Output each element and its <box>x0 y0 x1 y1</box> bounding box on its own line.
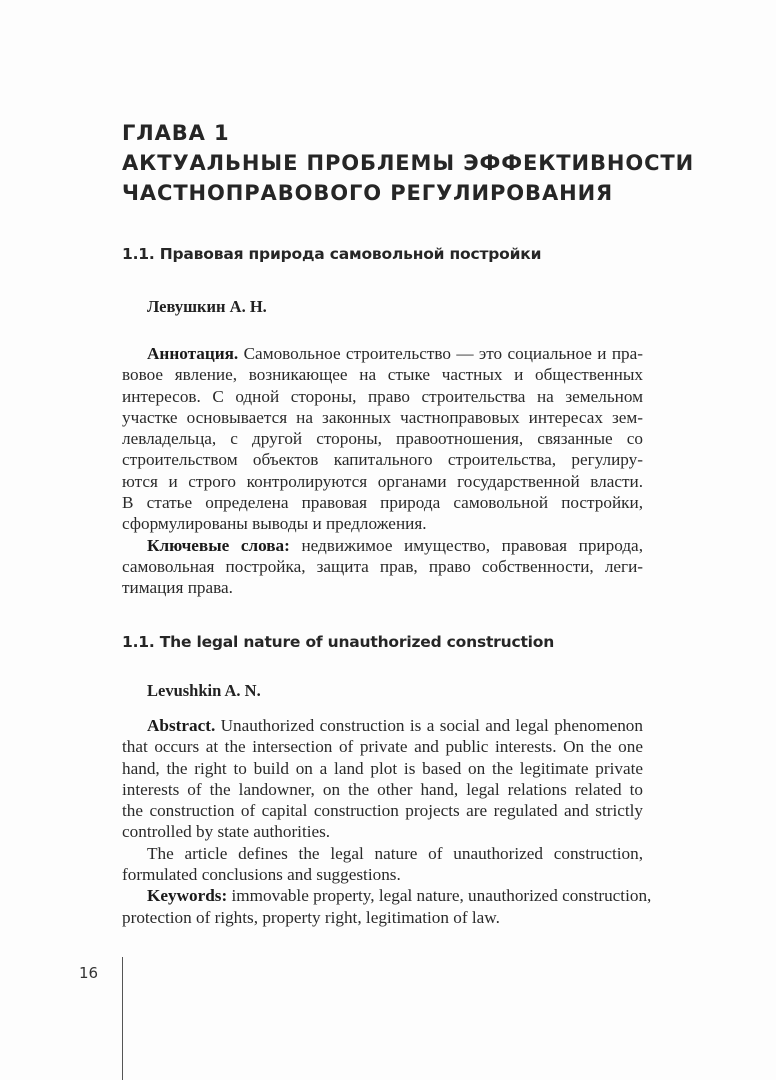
abstract-en <box>122 715 652 928</box>
chapter-title-line-2: ЧАСТНОПРАВОВОГО РЕГУЛИРОВАНИЯ <box>122 181 614 205</box>
abstract-label-en: Abstract. <box>147 716 216 735</box>
section-title-ru: 1.1. Правовая природа самовольной постройки <box>122 245 542 263</box>
keywords-en-line: Keywords: immovable property, legal nature, unauthorized construction, <box>147 886 652 906</box>
author-ru: Левушкин А. Н. <box>147 297 267 316</box>
abstract-ru-line: Аннотация. Самовольное строительство — это социальное и пра- <box>147 344 643 363</box>
abstract-ru-line: левладельца, с другой стороны, правоотношения, связанные со <box>122 429 643 449</box>
abstract-en-line: hand, the right to build on a land plot is based on the legitimate private <box>122 758 643 778</box>
article-en-line: The article defines the legal nature of unauthorized construction, <box>147 843 643 863</box>
abstract-ru <box>122 343 643 599</box>
abstract-ru-line: В статье определена правовая природа самовольной постройки, <box>122 493 643 513</box>
abstract-en-line: controlled by state authorities. <box>122 822 331 842</box>
section-title-en: 1.1. The legal nature of unauthorized construction <box>122 633 555 651</box>
margin-divider <box>122 957 123 1080</box>
abstract-en-line: Abstract. Unauthorized construction is a social and legal phenomenon <box>147 716 643 735</box>
abstract-ru-line: ются и строго контролируются органами государственной власти. <box>122 471 643 491</box>
keywords-ru-line: самовольная постройка, защита прав, право собственности, леги- <box>122 556 643 576</box>
chapter-title-line-1: АКТУАЛЬНЫЕ ПРОБЛЕМЫ ЭФФЕКТИВНОСТИ <box>122 151 695 175</box>
chapter-label: ГЛАВА 1 <box>122 121 230 145</box>
chapter-heading <box>122 118 695 208</box>
author-en: Levushkin A. N. <box>147 681 261 700</box>
keywords-ru-line: тимация права. <box>122 578 233 598</box>
abstract-ru-line: строительством объектов капитального строительства, регулиру- <box>122 450 643 470</box>
keywords-ru-line: Ключевые слова: недвижимое имущество, правовая природа, <box>147 535 643 555</box>
keywords-en-line: protection of rights, property right, legitimation of law. <box>122 907 500 927</box>
abstract-en-line: interests of the landowner, on the other hand, legal relations related to <box>122 779 643 799</box>
abstract-en-line: the construction of capital construction projects are regulated and strictly <box>122 801 643 821</box>
abstract-ru-line: сформулированы выводы и предложения. <box>122 514 427 534</box>
keywords-label-en: Keywords: <box>147 886 228 906</box>
abstract-ru-line: участке основывается на законных частноправовых интересах зем- <box>122 407 643 427</box>
abstract-en-line: that occurs at the intersection of private and public interests. On the one <box>122 737 643 757</box>
keywords-label-ru: Ключевые слова: <box>147 535 290 555</box>
abstract-ru-line: интересов. С одной стороны, право строительства на земельном <box>122 386 643 406</box>
article-en-line: formulated conclusions and suggestions. <box>122 865 401 885</box>
abstract-ru-line: вовое явление, возникающее на стыке частных и общественных <box>122 365 643 385</box>
abstract-label-ru: Аннотация. <box>147 344 239 363</box>
page-number: 16 <box>79 964 99 982</box>
